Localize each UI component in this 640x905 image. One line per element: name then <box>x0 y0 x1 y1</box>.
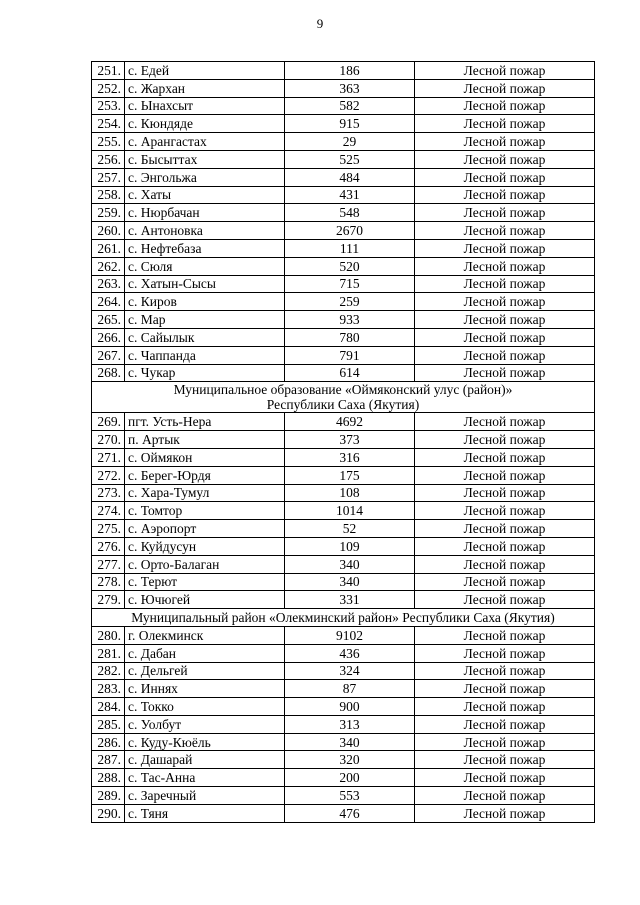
settlement-name: с. Уолбут <box>125 715 285 733</box>
settlement-name: с. Чаппанда <box>125 346 285 364</box>
row-number: 254. <box>92 115 125 133</box>
row-number: 251. <box>92 62 125 80</box>
table-row <box>92 431 595 449</box>
table-row <box>92 626 595 644</box>
row-number: 285. <box>92 715 125 733</box>
population-count: 109 <box>285 537 415 555</box>
population-count: 340 <box>285 573 415 591</box>
table-row <box>92 662 595 680</box>
population-count: 520 <box>285 257 415 275</box>
hazard-type: Лесной пожар <box>415 662 595 680</box>
hazard-type: Лесной пожар <box>415 787 595 805</box>
hazard-type: Лесной пожар <box>415 502 595 520</box>
section-header <box>92 382 595 413</box>
population-count: 186 <box>285 62 415 80</box>
row-number: 276. <box>92 537 125 555</box>
settlement-name: с. Куйдусун <box>125 537 285 555</box>
row-number: 275. <box>92 520 125 538</box>
population-count: 52 <box>285 520 415 538</box>
table-row <box>92 275 595 293</box>
row-number: 290. <box>92 804 125 822</box>
row-number: 268. <box>92 364 125 382</box>
hazard-type: Лесной пожар <box>415 698 595 716</box>
hazard-type: Лесной пожар <box>415 257 595 275</box>
population-count: 320 <box>285 751 415 769</box>
population-count: 175 <box>285 466 415 484</box>
settlement-name: с. Дабан <box>125 644 285 662</box>
hazard-type: Лесной пожар <box>415 79 595 97</box>
population-count: 436 <box>285 644 415 662</box>
settlement-name: г. Олекминск <box>125 626 285 644</box>
row-number: 277. <box>92 555 125 573</box>
settlement-name: с. Нюрбачан <box>125 204 285 222</box>
table-row <box>92 257 595 275</box>
table-row <box>92 769 595 787</box>
population-count: 614 <box>285 364 415 382</box>
settlement-name: п. Артык <box>125 431 285 449</box>
settlement-name: с. Мар <box>125 311 285 329</box>
row-number: 266. <box>92 328 125 346</box>
section-header-line: Муниципальный район «Олекминский район» Республики Саха (Якутия) <box>131 610 555 625</box>
population-count: 108 <box>285 484 415 502</box>
table-row <box>92 448 595 466</box>
row-number: 262. <box>92 257 125 275</box>
population-count: 933 <box>285 311 415 329</box>
hazard-type: Лесной пожар <box>415 626 595 644</box>
population-count: 9102 <box>285 626 415 644</box>
population-count: 780 <box>285 328 415 346</box>
hazard-type: Лесной пожар <box>415 431 595 449</box>
row-number: 259. <box>92 204 125 222</box>
population-count: 915 <box>285 115 415 133</box>
row-number: 281. <box>92 644 125 662</box>
table-row <box>92 644 595 662</box>
hazard-type: Лесной пожар <box>415 466 595 484</box>
settlement-name: с. Заречный <box>125 787 285 805</box>
hazard-type: Лесной пожар <box>415 346 595 364</box>
settlement-name: с. Хаты <box>125 186 285 204</box>
hazard-type: Лесной пожар <box>415 804 595 822</box>
hazard-type: Лесной пожар <box>415 364 595 382</box>
table-row <box>92 97 595 115</box>
table-row <box>92 328 595 346</box>
population-count: 484 <box>285 168 415 186</box>
settlement-name: с. Тяня <box>125 804 285 822</box>
population-count: 111 <box>285 239 415 257</box>
settlement-name: с. Тас-Анна <box>125 769 285 787</box>
row-number: 279. <box>92 591 125 609</box>
table-row <box>92 413 595 431</box>
row-number: 258. <box>92 186 125 204</box>
hazard-type: Лесной пожар <box>415 484 595 502</box>
settlement-name: с. Хатын-Сысы <box>125 275 285 293</box>
settlement-name: с. Аэропорт <box>125 520 285 538</box>
settlement-name: с. Кюндяде <box>125 115 285 133</box>
settlement-name: с. Едей <box>125 62 285 80</box>
table-row <box>92 311 595 329</box>
hazard-type: Лесной пожар <box>415 275 595 293</box>
table-row <box>92 293 595 311</box>
row-number: 282. <box>92 662 125 680</box>
settlement-name: пгт. Усть-Нера <box>125 413 285 431</box>
settlement-name: с. Дашарай <box>125 751 285 769</box>
settlement-name: с. Дельгей <box>125 662 285 680</box>
settlement-name: с. Сайылык <box>125 328 285 346</box>
settlement-name: с. Иннях <box>125 680 285 698</box>
hazard-type: Лесной пожар <box>415 448 595 466</box>
table-row <box>92 555 595 573</box>
settlement-name: с. Энгольжа <box>125 168 285 186</box>
hazard-type: Лесной пожар <box>415 311 595 329</box>
hazard-type: Лесной пожар <box>415 204 595 222</box>
row-number: 288. <box>92 769 125 787</box>
population-count: 340 <box>285 733 415 751</box>
hazard-type: Лесной пожар <box>415 133 595 151</box>
population-count: 87 <box>285 680 415 698</box>
hazard-type: Лесной пожар <box>415 222 595 240</box>
hazard-type: Лесной пожар <box>415 573 595 591</box>
population-count: 2670 <box>285 222 415 240</box>
population-count: 582 <box>285 97 415 115</box>
row-number: 278. <box>92 573 125 591</box>
row-number: 260. <box>92 222 125 240</box>
hazard-type: Лесной пожар <box>415 150 595 168</box>
table-row <box>92 804 595 822</box>
row-number: 252. <box>92 79 125 97</box>
table-row <box>92 364 595 382</box>
hazard-type: Лесной пожар <box>415 751 595 769</box>
population-count: 4692 <box>285 413 415 431</box>
settlement-name: с. Жархан <box>125 79 285 97</box>
table-row <box>92 62 595 80</box>
row-number: 272. <box>92 466 125 484</box>
table-row <box>92 520 595 538</box>
section-header-line: Муниципальное образование «Оймяконский улус (район)» <box>173 382 513 398</box>
row-number: 264. <box>92 293 125 311</box>
settlement-name: с. Оймякон <box>125 448 285 466</box>
settlement-name: с. Токко <box>125 698 285 716</box>
section-header-row <box>92 382 595 413</box>
table-row <box>92 222 595 240</box>
settlement-name: с. Арангастах <box>125 133 285 151</box>
population-count: 791 <box>285 346 415 364</box>
table-row <box>92 680 595 698</box>
row-number: 280. <box>92 626 125 644</box>
row-number: 286. <box>92 733 125 751</box>
hazard-type: Лесной пожар <box>415 591 595 609</box>
hazard-type: Лесной пожар <box>415 715 595 733</box>
hazard-type: Лесной пожар <box>415 680 595 698</box>
row-number: 284. <box>92 698 125 716</box>
row-number: 256. <box>92 150 125 168</box>
page-number: 9 <box>316 16 324 31</box>
table-row <box>92 186 595 204</box>
hazard-type: Лесной пожар <box>415 769 595 787</box>
population-count: 340 <box>285 555 415 573</box>
settlement-name: с. Ючюгей <box>125 591 285 609</box>
table-row <box>92 591 595 609</box>
table-row <box>92 484 595 502</box>
table-row <box>92 115 595 133</box>
hazard-type: Лесной пожар <box>415 537 595 555</box>
population-count: 259 <box>285 293 415 311</box>
row-number: 287. <box>92 751 125 769</box>
table-row <box>92 698 595 716</box>
settlement-name: с. Антоновка <box>125 222 285 240</box>
section-header-line: Республики Саха (Якутия) <box>266 397 420 413</box>
population-count: 324 <box>285 662 415 680</box>
table-row <box>92 466 595 484</box>
population-count: 373 <box>285 431 415 449</box>
table-row <box>92 751 595 769</box>
hazard-type: Лесной пожар <box>415 733 595 751</box>
row-number: 265. <box>92 311 125 329</box>
settlement-name: с. Киров <box>125 293 285 311</box>
row-number: 261. <box>92 239 125 257</box>
row-number: 257. <box>92 168 125 186</box>
row-number: 267. <box>92 346 125 364</box>
table-row <box>92 502 595 520</box>
table-row <box>92 204 595 222</box>
settlement-name: с. Куду-Кюёль <box>125 733 285 751</box>
hazard-type: Лесной пожар <box>415 293 595 311</box>
row-number: 253. <box>92 97 125 115</box>
settlement-name: с. Чукар <box>125 364 285 382</box>
population-count: 553 <box>285 787 415 805</box>
table-row <box>92 346 595 364</box>
settlement-name: с. Ынахсыт <box>125 97 285 115</box>
section-header <box>92 609 595 627</box>
hazard-type: Лесной пожар <box>415 186 595 204</box>
population-count: 525 <box>285 150 415 168</box>
row-number: 269. <box>92 413 125 431</box>
population-count: 29 <box>285 133 415 151</box>
settlement-name: с. Бысыттах <box>125 150 285 168</box>
hazard-type: Лесной пожар <box>415 239 595 257</box>
hazard-type: Лесной пожар <box>415 328 595 346</box>
population-count: 200 <box>285 769 415 787</box>
population-count: 476 <box>285 804 415 822</box>
population-count: 331 <box>285 591 415 609</box>
row-number: 273. <box>92 484 125 502</box>
population-count: 316 <box>285 448 415 466</box>
settlement-name: с. Сюля <box>125 257 285 275</box>
table-body <box>92 62 595 823</box>
population-count: 313 <box>285 715 415 733</box>
table-row <box>92 239 595 257</box>
hazard-type: Лесной пожар <box>415 62 595 80</box>
hazard-type: Лесной пожар <box>415 520 595 538</box>
table-row <box>92 573 595 591</box>
population-count: 363 <box>285 79 415 97</box>
table-row <box>92 733 595 751</box>
row-number: 271. <box>92 448 125 466</box>
row-number: 274. <box>92 502 125 520</box>
population-count: 715 <box>285 275 415 293</box>
hazard-type: Лесной пожар <box>415 168 595 186</box>
hazard-type: Лесной пожар <box>415 413 595 431</box>
table-row <box>92 133 595 151</box>
settlements-table <box>91 61 595 823</box>
settlement-name: с. Орто-Балаган <box>125 555 285 573</box>
settlement-name: с. Хара-Тумул <box>125 484 285 502</box>
settlement-name: с. Берег-Юрдя <box>125 466 285 484</box>
table-row <box>92 787 595 805</box>
hazard-type: Лесной пожар <box>415 97 595 115</box>
population-count: 900 <box>285 698 415 716</box>
hazard-type: Лесной пожар <box>415 115 595 133</box>
settlement-name: с. Терют <box>125 573 285 591</box>
row-number: 289. <box>92 787 125 805</box>
table-row <box>92 168 595 186</box>
table-row <box>92 715 595 733</box>
population-count: 548 <box>285 204 415 222</box>
table-row <box>92 150 595 168</box>
row-number: 255. <box>92 133 125 151</box>
population-count: 1014 <box>285 502 415 520</box>
table-row <box>92 79 595 97</box>
hazard-type: Лесной пожар <box>415 555 595 573</box>
table-row <box>92 537 595 555</box>
section-header-row <box>92 609 595 627</box>
population-count: 431 <box>285 186 415 204</box>
row-number: 263. <box>92 275 125 293</box>
hazard-type: Лесной пожар <box>415 644 595 662</box>
row-number: 270. <box>92 431 125 449</box>
row-number: 283. <box>92 680 125 698</box>
settlement-name: с. Нефтебаза <box>125 239 285 257</box>
settlement-name: с. Томтор <box>125 502 285 520</box>
